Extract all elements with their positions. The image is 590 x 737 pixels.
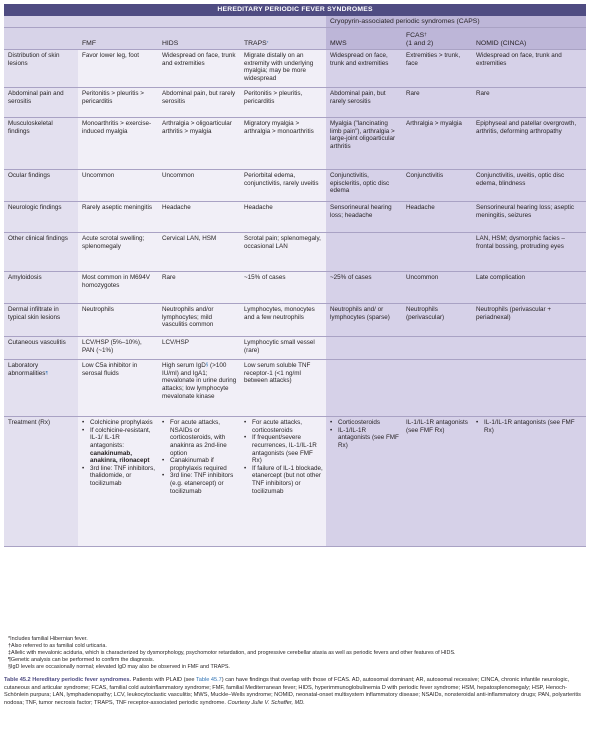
table-row-neurologic bbox=[4, 202, 586, 233]
lab-footnote-mark: ¶ bbox=[45, 369, 48, 375]
cell-traps: Migratory myalgia > arthralgia > monoarthritis bbox=[240, 118, 326, 170]
footnote: ‡Allelic with mevalonic aciduria, which is characterized by dysmorphology, psychomotor retardation, and progressive cerebellar ataxia as well as periodic fevers and other features of HIDS. bbox=[8, 650, 456, 657]
cell-fmf: Favor lower leg, foot bbox=[78, 50, 158, 88]
footnote: †Also referred to as familial cold urticaria. bbox=[8, 643, 107, 650]
list-item: • If frequent/severe recurrences, IL-1/IL-1R antagonists (see FMF Rx) bbox=[244, 434, 323, 464]
cell-mws bbox=[326, 337, 402, 360]
cell-hids: Headache bbox=[158, 202, 240, 233]
col-header-nomid: NOMID (CINCA) bbox=[472, 28, 586, 50]
row-label: Dermal infiltrate in typical skin lesions bbox=[4, 304, 78, 337]
cell-fcas bbox=[402, 360, 472, 417]
list-item: • IL-1/IL-1R antagonists (see FMF Rx) bbox=[476, 419, 583, 434]
cell-hids: Uncommon bbox=[158, 170, 240, 202]
cell-traps: Lymphocytes, monocytes and a few neutrophils bbox=[240, 304, 326, 337]
cell-mws bbox=[326, 233, 402, 272]
footnote: ¶Genetic analysis can be performed to confirm the diagnosis. bbox=[8, 657, 155, 664]
cell-nomid: Rare bbox=[472, 88, 586, 118]
cell-nomid bbox=[472, 360, 586, 417]
table-row-ocular bbox=[4, 170, 586, 202]
fmf-treatment-list bbox=[82, 419, 155, 487]
cell-hids: Arthralgia > oligoarticular arthritis > myalgia bbox=[158, 118, 240, 170]
cell-fmf: Peritonitis > pleuritis > pericarditis bbox=[78, 88, 158, 118]
table-link[interactable]: Table 45.7 bbox=[195, 677, 222, 683]
row-label: Musculoskeletal findings bbox=[4, 118, 78, 170]
footnote: *Includes familial Hibernian fever. bbox=[8, 636, 88, 642]
cell-fmf bbox=[78, 417, 158, 547]
list-item: • Canakinumab if prophylaxis required bbox=[162, 457, 237, 472]
caption-lead: Table 45.2 Hereditary periodic fever syndromes. bbox=[4, 677, 132, 683]
cell-fcas: Conjunctivitis bbox=[402, 170, 472, 202]
row-label: Abdominal pain and serositis bbox=[4, 88, 78, 118]
cell-traps: Periorbital edema, conjunctivitis, rarely uveitis bbox=[240, 170, 326, 202]
cell-nomid: Sensorineural hearing loss; aseptic meningitis, seizures bbox=[472, 202, 586, 233]
cell-nomid bbox=[472, 417, 586, 547]
cell-traps: Peritonitis > pleuritis, pericarditis bbox=[240, 88, 326, 118]
cell-hids: Widespread on face, trunk and extremities bbox=[158, 50, 240, 88]
cell-fcas: Headache bbox=[402, 202, 472, 233]
cell-fcas: Rare bbox=[402, 88, 472, 118]
cell-nomid: Conjunctivitis, uveitis, optic disc edema, blindness bbox=[472, 170, 586, 202]
igd-footnote-mark: § bbox=[205, 362, 209, 368]
footnote: §IgD levels are occasionally normal; elevated IgD may also be observed in FMF and TRAPS. bbox=[8, 664, 230, 671]
list-item: • For acute attacks, NSAIDs or corticosteroids, with anakinra as 2nd-line option bbox=[162, 419, 237, 457]
list-item: • 3rd line: TNF inhibitors, thalidomide, or tocilizumab bbox=[82, 465, 155, 488]
table-row-skin-distribution bbox=[4, 50, 586, 88]
cell-traps: Low serum soluble TNF receptor-1 (<1 ng/ml between attacks) bbox=[240, 360, 326, 417]
cell-hids: Abdominal pain, but rarely serositis bbox=[158, 88, 240, 118]
table-row-dermal-infiltrate bbox=[4, 304, 586, 337]
col-header-traps: TRAPS* bbox=[240, 28, 326, 50]
cell-fmf: Rarely aseptic meningitis bbox=[78, 202, 158, 233]
list-item: • For acute attacks, corticosteroids bbox=[244, 419, 323, 434]
cell-mws: Sensorineural hearing loss; headache bbox=[326, 202, 402, 233]
list-item: • IL-1/IL-1R antagonists (see FMF Rx) bbox=[330, 427, 399, 450]
cell-hids: Rare bbox=[158, 272, 240, 304]
caption-credit: Courtesy Julie V. Schaffer, MD. bbox=[227, 699, 305, 706]
col-header-fcas: FCAS† (1 and 2) bbox=[402, 28, 472, 50]
list-item: • 3rd line: TNF inhibitors (e.g. etanercept) or tocilizumab bbox=[162, 472, 237, 495]
cell-traps: Headache bbox=[240, 202, 326, 233]
fcas-footnote-mark: † bbox=[424, 32, 427, 37]
cell-nomid: Neutrophils (perivascular + periadnexal) bbox=[472, 304, 586, 337]
cell-fcas bbox=[402, 337, 472, 360]
cell-mws bbox=[326, 417, 402, 547]
table-caption: Table 45.2 Hereditary periodic fever syndromes. Patients with PLAID (see Table 45.7) can have findings that overlap with those of FCAS. AD, autosomal dominant; AR, autosomal recessive; CINCA, chronic infantile neurologic, cutaneous and articular syndrome; FCAS, familial cold autoinflammatory syndrome; FMF, familial Mediterranean fever; HIDS, hyperimmunoglobulinemia D with periodic fever syndrome; HSM, hepatosplenomegaly; HSP, Henoch-Schönlein purpura; LAN, lymphadenopathy; LCV, leukocytoclastic vasculitis; MWS, Muckle–Wells syndrome; NOMID, neonatal-onset multisystem inflammatory disease; NSAIDs, nonsteroidal anti-inflammatory drugs; PAN, polyarteritis nodosa; TNF, tumor necrosis factor; TRAPS, TNF receptor-associated periodic syndrome. Courtesy Julie V. Schaffer, MD. bbox=[4, 677, 581, 706]
cell-hids: Cervical LAN, HSM bbox=[158, 233, 240, 272]
row-label: Cutaneous vasculitis bbox=[4, 337, 78, 360]
cell-fcas: Neutrophils (perivascular) bbox=[402, 304, 472, 337]
table-row-other-findings bbox=[4, 233, 586, 272]
cell-mws: ~25% of cases bbox=[326, 272, 402, 304]
cell-fmf: Uncommon bbox=[78, 170, 158, 202]
cell-nomid: LAN, HSM; dysmorphic facies – frontal bossing, protruding eyes bbox=[472, 233, 586, 272]
mws-treatment-list bbox=[330, 419, 399, 449]
table-row-abdominal bbox=[4, 88, 586, 118]
row-label: Ocular findings bbox=[4, 170, 78, 202]
col-header-fmf: FMF bbox=[78, 28, 158, 50]
cell-fcas: Arthralgia > myalgia bbox=[402, 118, 472, 170]
cell-traps: Migrate distally on an extremity with underlying myalgia; may be more widespread bbox=[240, 50, 326, 88]
footnotes bbox=[8, 636, 584, 671]
table-row-laboratory bbox=[4, 360, 586, 417]
cell-fmf: Low C5a inhibitor in serosal fluids bbox=[78, 360, 158, 417]
cell-hids: LCV/HSP bbox=[158, 337, 240, 360]
nomid-treatment-list bbox=[476, 419, 583, 434]
col-header-hids: HIDS bbox=[158, 28, 240, 50]
row-label: Amyloidosis bbox=[4, 272, 78, 304]
cell-nomid bbox=[472, 337, 586, 360]
cell-fcas: Extremities > trunk, face bbox=[402, 50, 472, 88]
cell-fmf: Acute scrotal swelling; splenomegaly bbox=[78, 233, 158, 272]
list-item: • Corticosteroids bbox=[330, 419, 399, 427]
fever-syndromes-table bbox=[4, 4, 586, 547]
cell-nomid: Widespread on face, trunk and extremities bbox=[472, 50, 586, 88]
traps-footnote-mark: * bbox=[266, 39, 269, 45]
cell-traps: Lymphocytic small vessel (rare) bbox=[240, 337, 326, 360]
cell-fmf: Monoarthritis > exercise-induced myalgia bbox=[78, 118, 158, 170]
row-label: Other clinical findings bbox=[4, 233, 78, 272]
table-row-amyloidosis bbox=[4, 272, 586, 304]
row-label: Distribution of skin lesions bbox=[4, 50, 78, 88]
traps-treatment-list bbox=[244, 419, 323, 495]
table-row-treatment bbox=[4, 417, 586, 547]
cell-fmf: Neutrophils bbox=[78, 304, 158, 337]
cell-mws: Myalgia ("lancinating limb pain"), arthralgia > large-joint oligoarticular arthritis bbox=[326, 118, 402, 170]
cell-mws: Widespread on face, trunk and extremities bbox=[326, 50, 402, 88]
cell-fmf: LCV/HSP (5%–10%), PAN (~1%) bbox=[78, 337, 158, 360]
cell-nomid: Late complication bbox=[472, 272, 586, 304]
cell-hids bbox=[158, 417, 240, 547]
list-item: • If failure of IL-1 blockade, etanercept (but not other TNF inhibitors) or tocilizumab bbox=[244, 465, 323, 495]
cell-fcas: Uncommon bbox=[402, 272, 472, 304]
caps-group-header: Cryopyrin-associated periodic syndromes (CAPS) bbox=[326, 16, 586, 28]
cell-mws: Conjunctivitis, episcleritis, optic disc edema bbox=[326, 170, 402, 202]
list-item: • Colchicine prophylaxis bbox=[82, 419, 155, 427]
cell-nomid: Epiphyseal and patellar overgrowth, arthritis, deforming arthropathy bbox=[472, 118, 586, 170]
cell-mws bbox=[326, 360, 402, 417]
table-title: HEREDITARY PERIODIC FEVER SYNDROMES bbox=[4, 4, 586, 16]
row-label: Neurologic findings bbox=[4, 202, 78, 233]
cell-hids: Neutrophils and/or lymphocytes; mild vasculitis common bbox=[158, 304, 240, 337]
col-header-mws: MWS bbox=[326, 28, 402, 50]
table-row-vasculitis bbox=[4, 337, 586, 360]
cell-fcas: IL-1/IL-1R antagonists (see FMF Rx) bbox=[402, 417, 472, 547]
cell-traps: Scrotal pain; splenomegaly, occasional LAN bbox=[240, 233, 326, 272]
cell-hids: High serum IgD§ (>100 IU/ml) and IgA1; mevalonate in urine during attacks; low lymphocyte mevalonate kinase bbox=[158, 360, 240, 417]
cell-fmf: Most common in M694V homozygotes bbox=[78, 272, 158, 304]
cell-fcas bbox=[402, 233, 472, 272]
list-item: • If colchicine-resistant, IL-1/ IL-1R antagonists: canakinumab, anakinra, rilonacept bbox=[82, 427, 155, 465]
cell-mws: Neutrophils and/ or lymphocytes (sparse) bbox=[326, 304, 402, 337]
table-row-musculoskeletal bbox=[4, 118, 586, 170]
cell-traps: ~15% of cases bbox=[240, 272, 326, 304]
row-label: Treatment (Rx) bbox=[4, 417, 78, 547]
cell-mws: Abdominal pain, but rarely serositis bbox=[326, 88, 402, 118]
cell-traps bbox=[240, 417, 326, 547]
hids-treatment-list bbox=[162, 419, 237, 495]
row-label: Laboratory abnormalities¶ bbox=[4, 360, 78, 417]
